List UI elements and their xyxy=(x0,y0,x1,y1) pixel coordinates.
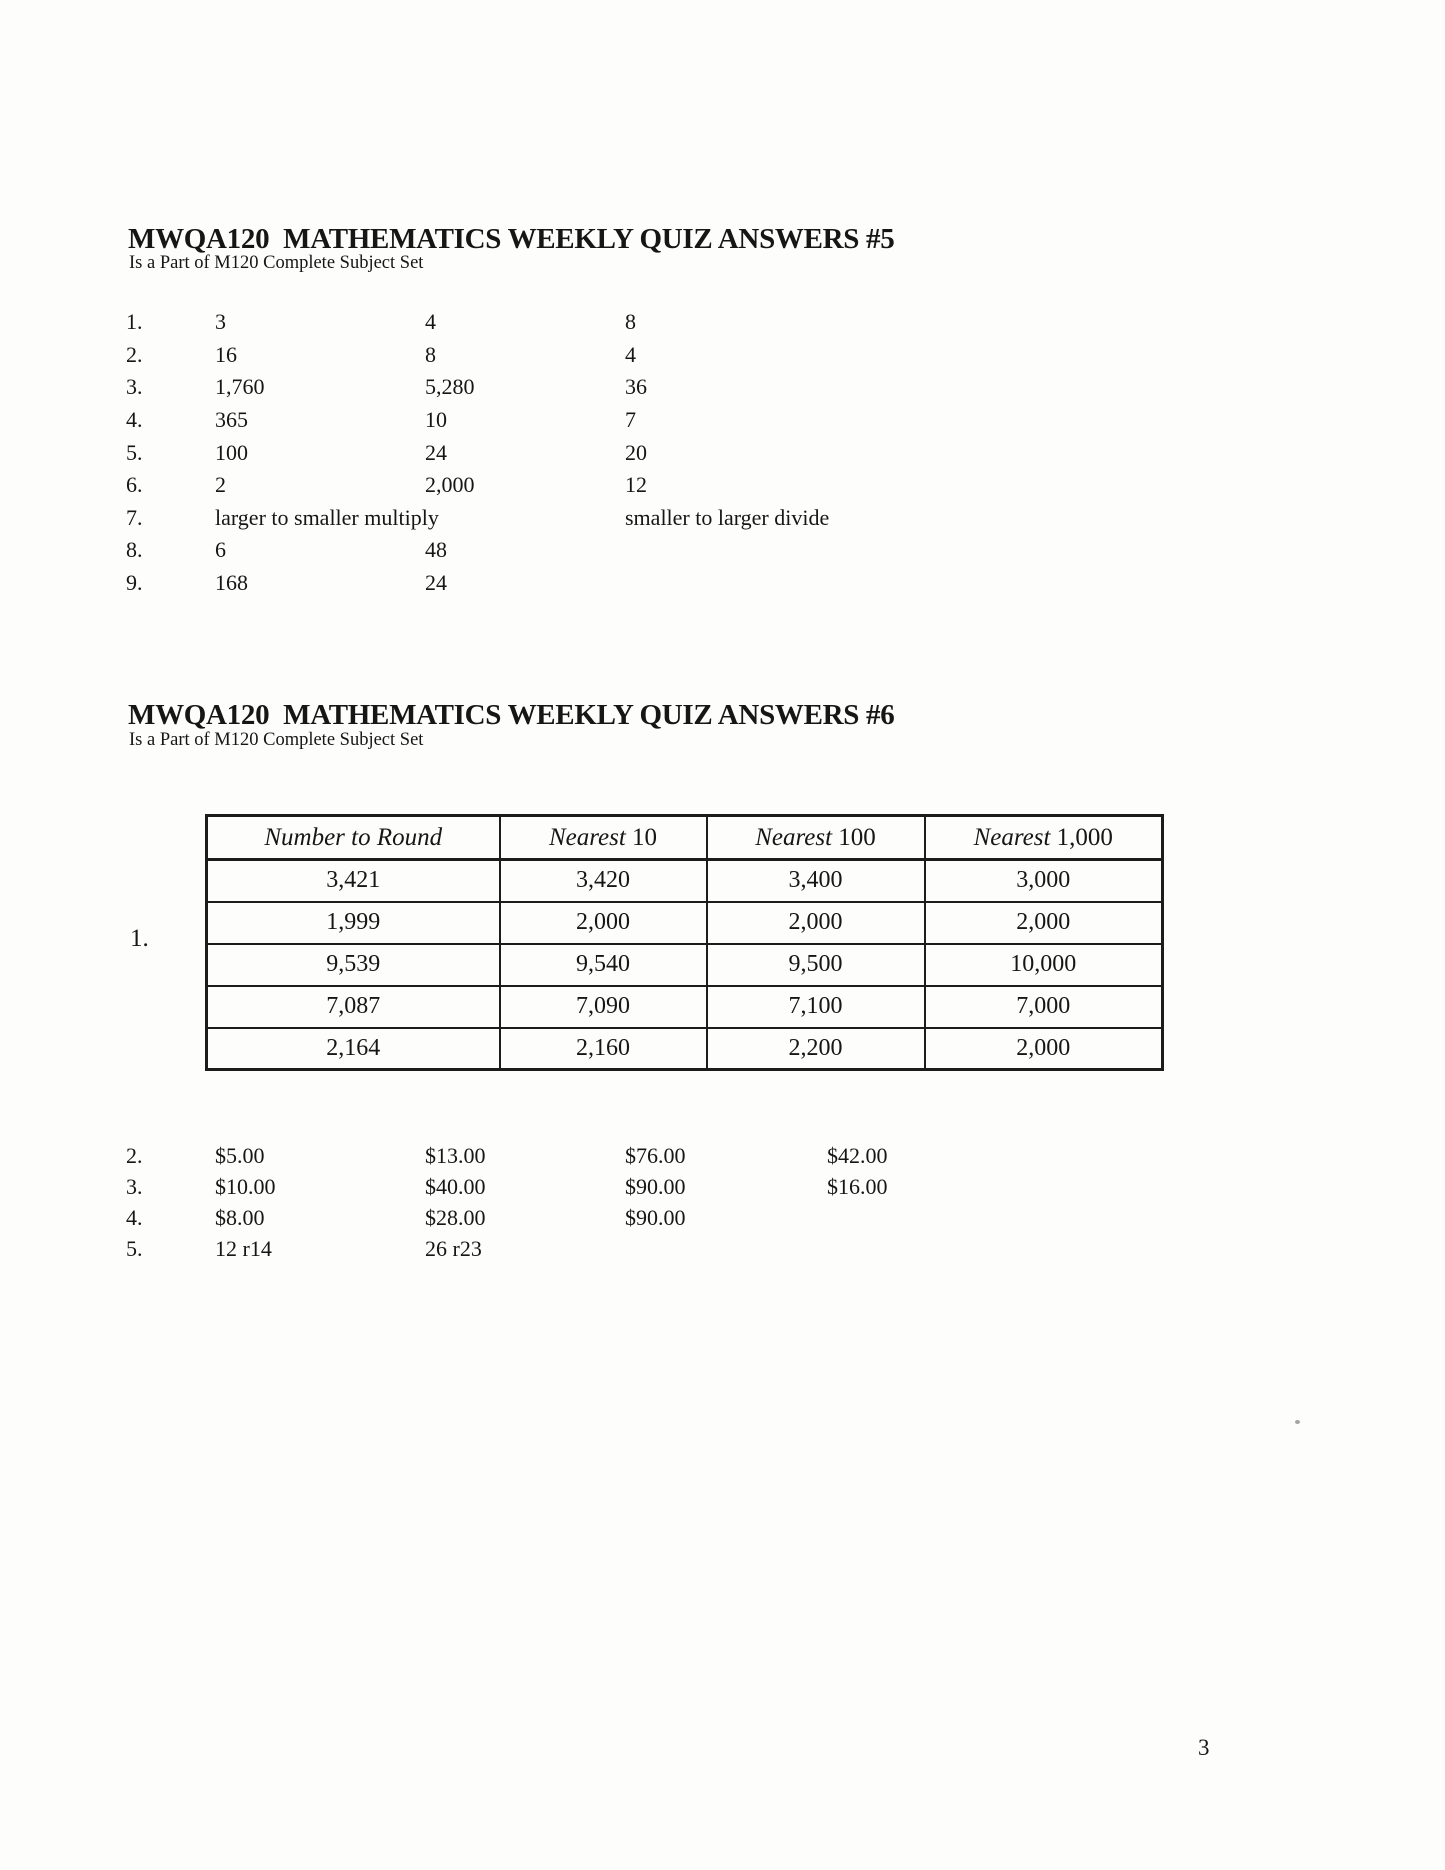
answer-value: $90.00 xyxy=(625,1204,686,1230)
answer-value: 2 xyxy=(215,472,226,498)
rounding-table-cell: 7,000 xyxy=(925,986,1163,1028)
answer-row xyxy=(126,436,829,469)
rounding-table xyxy=(205,814,1164,1071)
rounding-table-header-cell xyxy=(207,816,500,860)
answer-value: $13.00 xyxy=(425,1142,486,1168)
answer-value: 16 xyxy=(215,341,237,367)
answer-value: 24 xyxy=(425,570,447,596)
scan-speck xyxy=(1295,1420,1300,1424)
rounding-table-cell: 2,200 xyxy=(707,1028,925,1070)
rounding-table-cell: 9,540 xyxy=(500,944,707,986)
rounding-table-header-row xyxy=(207,816,1163,860)
rounding-table-row xyxy=(207,1028,1163,1070)
answer-number: 2. xyxy=(126,341,143,367)
rounding-table-cell: 3,400 xyxy=(707,860,925,902)
answer-value: 1,760 xyxy=(215,374,265,400)
answer-value: 20 xyxy=(625,439,647,465)
rounding-table-cell: 2,164 xyxy=(207,1028,500,1070)
quiz5-subtitle: Is a Part of M120 Complete Subject Set xyxy=(129,253,424,273)
answer-value: 168 xyxy=(215,570,248,596)
quiz5-title: MWQA120 MATHEMATICS WEEKLY QUIZ ANSWERS #5 xyxy=(128,223,895,255)
answer-number: 2. xyxy=(126,1142,143,1168)
rounding-table-cell: 2,000 xyxy=(500,902,707,944)
answer-row xyxy=(126,339,829,372)
answer-number: 3. xyxy=(126,1173,143,1199)
answer-number: 1. xyxy=(126,309,143,335)
header-number: 10 xyxy=(625,823,658,851)
answer-value: $10.00 xyxy=(215,1173,276,1199)
answer-value: 12 xyxy=(625,472,647,498)
rounding-table-cell: 9,539 xyxy=(207,944,500,986)
answer-value: 26 r23 xyxy=(425,1235,482,1261)
question-1-label: 1. xyxy=(130,925,149,952)
answer-row xyxy=(126,1233,888,1264)
rounding-table-cell: 1,999 xyxy=(207,902,500,944)
answer-value: $16.00 xyxy=(827,1173,888,1199)
rounding-table-cell: 3,420 xyxy=(500,860,707,902)
answer-value: 7 xyxy=(625,407,636,433)
answer-value: 3 xyxy=(215,309,226,335)
answer-value: 48 xyxy=(425,537,447,563)
answer-number: 4. xyxy=(126,1204,143,1230)
rounding-table-row xyxy=(207,986,1163,1028)
rounding-table-cell: 2,000 xyxy=(925,1028,1163,1070)
header-number: 1,000 xyxy=(1050,823,1113,851)
answer-value: $90.00 xyxy=(625,1173,686,1199)
rounding-table-cell: 3,421 xyxy=(207,860,500,902)
answer-number: 4. xyxy=(126,407,143,433)
answer-value: $42.00 xyxy=(827,1142,888,1168)
answer-value: 365 xyxy=(215,407,248,433)
answer-row xyxy=(126,404,829,437)
rounding-table-row xyxy=(207,944,1163,986)
answer-value: 12 r14 xyxy=(215,1235,272,1261)
answer-number: 6. xyxy=(126,472,143,498)
quiz6-answer-list xyxy=(126,1140,888,1264)
header-word: Nearest xyxy=(548,823,626,851)
answer-row xyxy=(126,371,829,404)
answer-number: 9. xyxy=(126,570,143,596)
answer-row xyxy=(126,469,829,502)
rounding-table-cell: 2,160 xyxy=(500,1028,707,1070)
answer-value: smaller to larger divide xyxy=(625,504,830,530)
answer-value: 4 xyxy=(625,341,636,367)
rounding-table-cell: 9,500 xyxy=(707,944,925,986)
rounding-table-header-cell xyxy=(707,816,925,860)
rounding-table-row xyxy=(207,902,1163,944)
answer-value: 10 xyxy=(425,407,447,433)
rounding-table-cell: 7,090 xyxy=(500,986,707,1028)
answer-row xyxy=(126,502,829,535)
answer-row xyxy=(126,306,829,339)
answer-value: 5,280 xyxy=(425,374,475,400)
answer-value: $76.00 xyxy=(625,1142,686,1168)
answer-number: 5. xyxy=(126,1235,143,1261)
answer-number: 8. xyxy=(126,537,143,563)
rounding-table-cell: 2,000 xyxy=(707,902,925,944)
answer-value: 8 xyxy=(625,309,636,335)
rounding-table-cell: 3,000 xyxy=(925,860,1163,902)
answer-value: 2,000 xyxy=(425,472,475,498)
rounding-table-cell: 2,000 xyxy=(925,902,1163,944)
answer-value: 24 xyxy=(425,439,447,465)
answer-value: $8.00 xyxy=(215,1204,265,1230)
header-word: Nearest xyxy=(973,823,1051,851)
answer-value: $28.00 xyxy=(425,1204,486,1230)
answer-row xyxy=(126,1202,888,1233)
quiz6-subtitle: Is a Part of M120 Complete Subject Set xyxy=(129,730,424,750)
answer-number: 5. xyxy=(126,439,143,465)
rounding-table-header-cell xyxy=(925,816,1163,860)
answer-value: $5.00 xyxy=(215,1142,265,1168)
page-number: 3 xyxy=(1198,1735,1210,1760)
answer-value: 6 xyxy=(215,537,226,563)
rounding-table-cell: 7,100 xyxy=(707,986,925,1028)
rounding-table-cell: 10,000 xyxy=(925,944,1163,986)
rounding-table-cell: 7,087 xyxy=(207,986,500,1028)
answer-number: 3. xyxy=(126,374,143,400)
answer-value: 36 xyxy=(625,374,647,400)
header-number: 100 xyxy=(832,823,876,851)
answer-value: 100 xyxy=(215,439,248,465)
answer-row xyxy=(126,534,829,567)
quiz5-answer-list xyxy=(126,306,829,599)
rounding-table-row xyxy=(207,860,1163,902)
header-word: Nearest xyxy=(755,823,833,851)
rounding-table-header-cell xyxy=(500,816,707,860)
answer-row xyxy=(126,1140,888,1171)
answer-row xyxy=(126,567,829,600)
answer-number: 7. xyxy=(126,504,143,530)
header-word: Number to Round xyxy=(264,823,443,851)
quiz6-title: MWQA120 MATHEMATICS WEEKLY QUIZ ANSWERS #6 xyxy=(128,699,895,731)
answer-value: $40.00 xyxy=(425,1173,486,1199)
answer-value: larger to smaller multiply xyxy=(215,504,439,530)
answer-value: 8 xyxy=(425,341,436,367)
answer-row xyxy=(126,1171,888,1202)
answer-value: 4 xyxy=(425,309,436,335)
